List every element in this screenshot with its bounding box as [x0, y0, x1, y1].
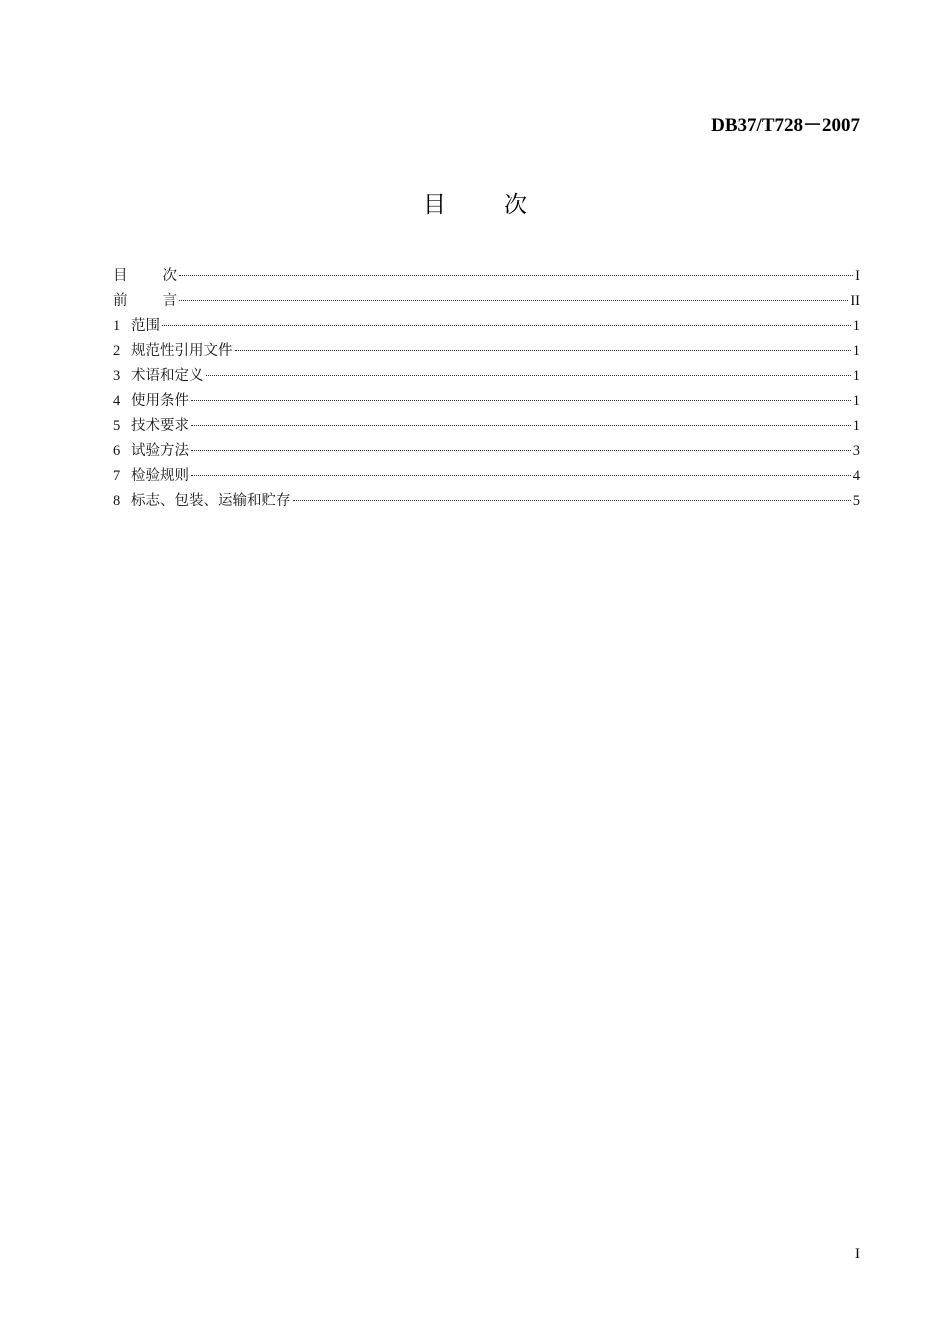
dot-leader: [191, 475, 851, 476]
toc-entry-number: 5: [113, 418, 121, 434]
page-number: I: [855, 1246, 860, 1262]
dot-leader: [179, 300, 848, 301]
toc-entry-page: 1: [852, 343, 860, 359]
toc-entry-3[interactable]: [113, 364, 860, 389]
dot-leader: [235, 350, 851, 351]
toc-entry-1[interactable]: [113, 314, 860, 339]
dot-leader: [191, 450, 851, 451]
toc-entry-number: 3: [113, 368, 121, 384]
toc-entry-page: 1: [852, 418, 860, 434]
toc-entry-page: 4: [852, 468, 860, 484]
toc-entry-label: 前 言: [113, 293, 177, 309]
toc-entry-contents[interactable]: [113, 264, 860, 289]
toc-entry-label: 使用条件: [131, 393, 189, 409]
toc-entry-6[interactable]: [113, 439, 860, 464]
toc-entry-number: 6: [113, 443, 121, 459]
toc-entry-8[interactable]: [113, 489, 860, 514]
toc-entry-5[interactable]: [113, 414, 860, 439]
dot-leader: [179, 275, 853, 276]
toc-entry-label: 检验规则: [131, 468, 189, 484]
toc-entry-label: 技术要求: [131, 418, 189, 434]
toc-entry-page: I: [855, 268, 860, 284]
toc-entry-label: 试验方法: [131, 443, 189, 459]
toc-list: [113, 264, 860, 514]
toc-title-char-2: 次: [504, 192, 527, 218]
dot-leader: [191, 425, 851, 426]
dot-leader: [206, 375, 851, 376]
toc-entry-page: 1: [852, 368, 860, 384]
toc-entry-number: 7: [113, 468, 121, 484]
toc-entry-page: 1: [852, 318, 860, 334]
toc-entry-number: 4: [113, 393, 121, 409]
standard-code: DB37/T728－2007: [711, 115, 860, 136]
toc-entry-2[interactable]: [113, 339, 860, 364]
toc-entry-label: 规范性引用文件: [131, 343, 233, 359]
toc-entry-number: 2: [113, 343, 121, 359]
toc-entry-page: 3: [852, 443, 860, 459]
dot-leader: [293, 500, 851, 501]
toc-entry-page: II: [850, 293, 860, 309]
toc-entry-4[interactable]: [113, 389, 860, 414]
toc-entry-label: 术语和定义: [131, 368, 204, 384]
toc-entry-label: 范围: [131, 318, 160, 334]
toc-entry-foreword[interactable]: [113, 289, 860, 314]
toc-entry-7[interactable]: [113, 464, 860, 489]
toc-entry-number: 1: [113, 318, 121, 334]
dot-leader: [162, 325, 851, 326]
toc-title-char-1: 目: [423, 192, 446, 218]
toc-entry-label: 目 次: [113, 268, 177, 284]
toc-entry-page: 5: [852, 493, 860, 509]
toc-entry-number: 8: [113, 493, 121, 509]
toc-entry-page: 1: [852, 393, 860, 409]
dot-leader: [191, 400, 851, 401]
toc-title: [0, 186, 950, 219]
toc-entry-label: 标志、包装、运输和贮存: [131, 493, 291, 509]
